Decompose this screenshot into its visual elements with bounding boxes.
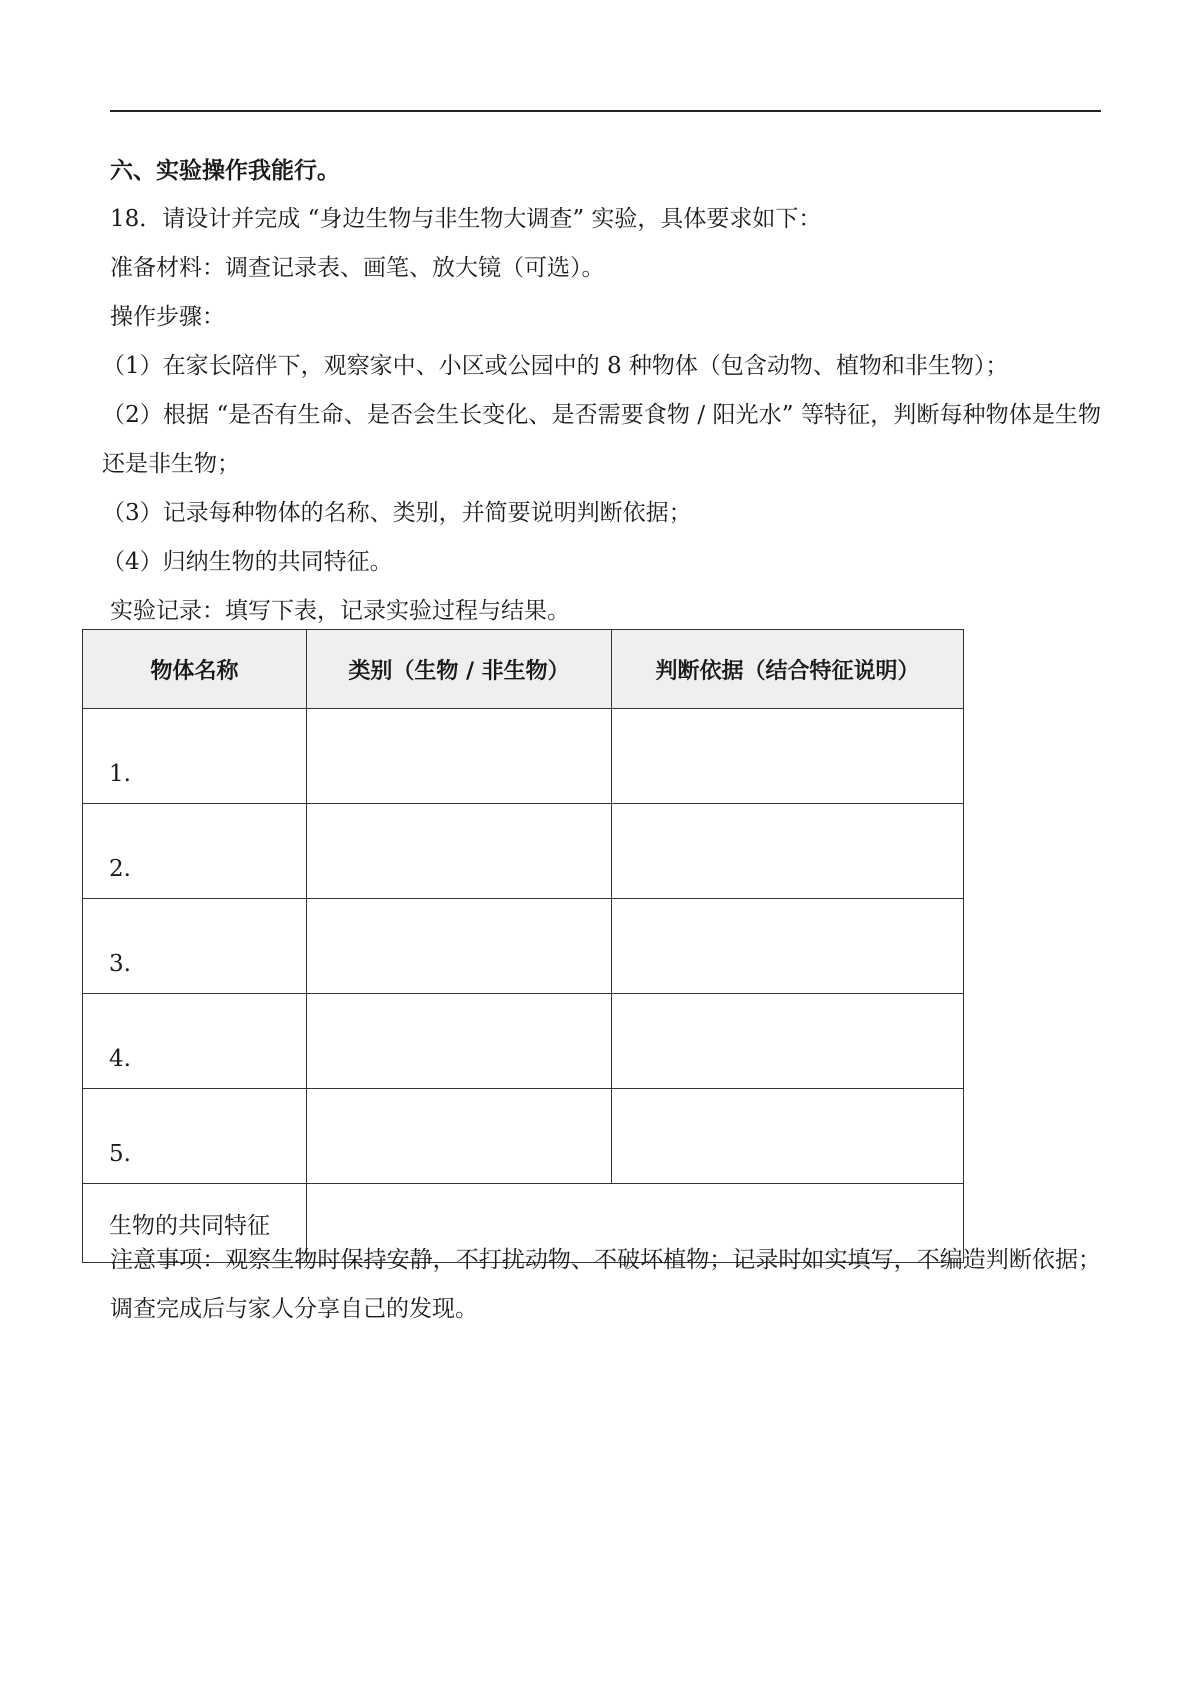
table-row — [83, 899, 964, 994]
table-row — [83, 804, 964, 899]
table-header-row — [83, 630, 964, 709]
summary-label: 生物的共同特征 — [83, 1184, 307, 1263]
category-cell[interactable] — [307, 1089, 612, 1184]
basis-cell[interactable] — [612, 994, 964, 1089]
row-number: 4. — [83, 994, 307, 1089]
row-number: 2. — [83, 804, 307, 899]
row-number: 3. — [83, 899, 307, 994]
header-object-name: 物体名称 — [83, 630, 307, 709]
step-4: （4）归纳生物的共同特征。 — [102, 549, 393, 575]
category-cell[interactable] — [307, 994, 612, 1089]
category-cell[interactable] — [307, 804, 612, 899]
question-prompt: 18．请设计并完成 “身边生物与非生物大调查” 实验，具体要求如下： — [110, 206, 822, 232]
notes-block — [110, 1236, 1101, 1334]
row-number: 5. — [83, 1089, 307, 1184]
step-2: （2）根据 “是否有生命、是否会生长变化、是否需要食物 / 阳光水” 等特征，判断每种物体是生物还是非生物； — [102, 402, 1101, 477]
row-number: 1. — [83, 709, 307, 804]
category-cell[interactable] — [307, 709, 612, 804]
basis-cell[interactable] — [612, 1089, 964, 1184]
record-intro: 实验记录：填写下表，记录实验过程与结果。 — [110, 598, 570, 624]
basis-cell[interactable] — [612, 709, 964, 804]
header-rule — [110, 110, 1101, 112]
question-block — [102, 146, 1101, 636]
basis-cell[interactable] — [612, 804, 964, 899]
header-basis: 判断依据（结合特征说明） — [612, 630, 964, 709]
category-cell[interactable] — [307, 899, 612, 994]
materials-line: 准备材料：调查记录表、画笔、放大镜（可选）。 — [110, 255, 605, 281]
basis-cell[interactable] — [612, 899, 964, 994]
table-row — [83, 1089, 964, 1184]
section-heading: 六、实验操作我能行。 — [110, 157, 340, 184]
steps-label: 操作步骤： — [110, 304, 225, 330]
table-row — [83, 994, 964, 1089]
table-row — [83, 709, 964, 804]
notes-text: 注意事项：观察生物时保持安静，不打扰动物、不破坏植物；记录时如实填写，不编造判断依据；调查完成后与家人分享自己的发现。 — [110, 1247, 1101, 1322]
header-category: 类别（生物 / 非生物） — [307, 630, 612, 709]
step-3: （3）记录每种物体的名称、类别，并简要说明判断依据； — [102, 500, 692, 526]
record-table — [82, 629, 964, 1263]
step-1: （1）在家长陪伴下，观察家中、小区或公园中的 8 种物体（包含动物、植物和非生物）； — [102, 353, 1009, 379]
